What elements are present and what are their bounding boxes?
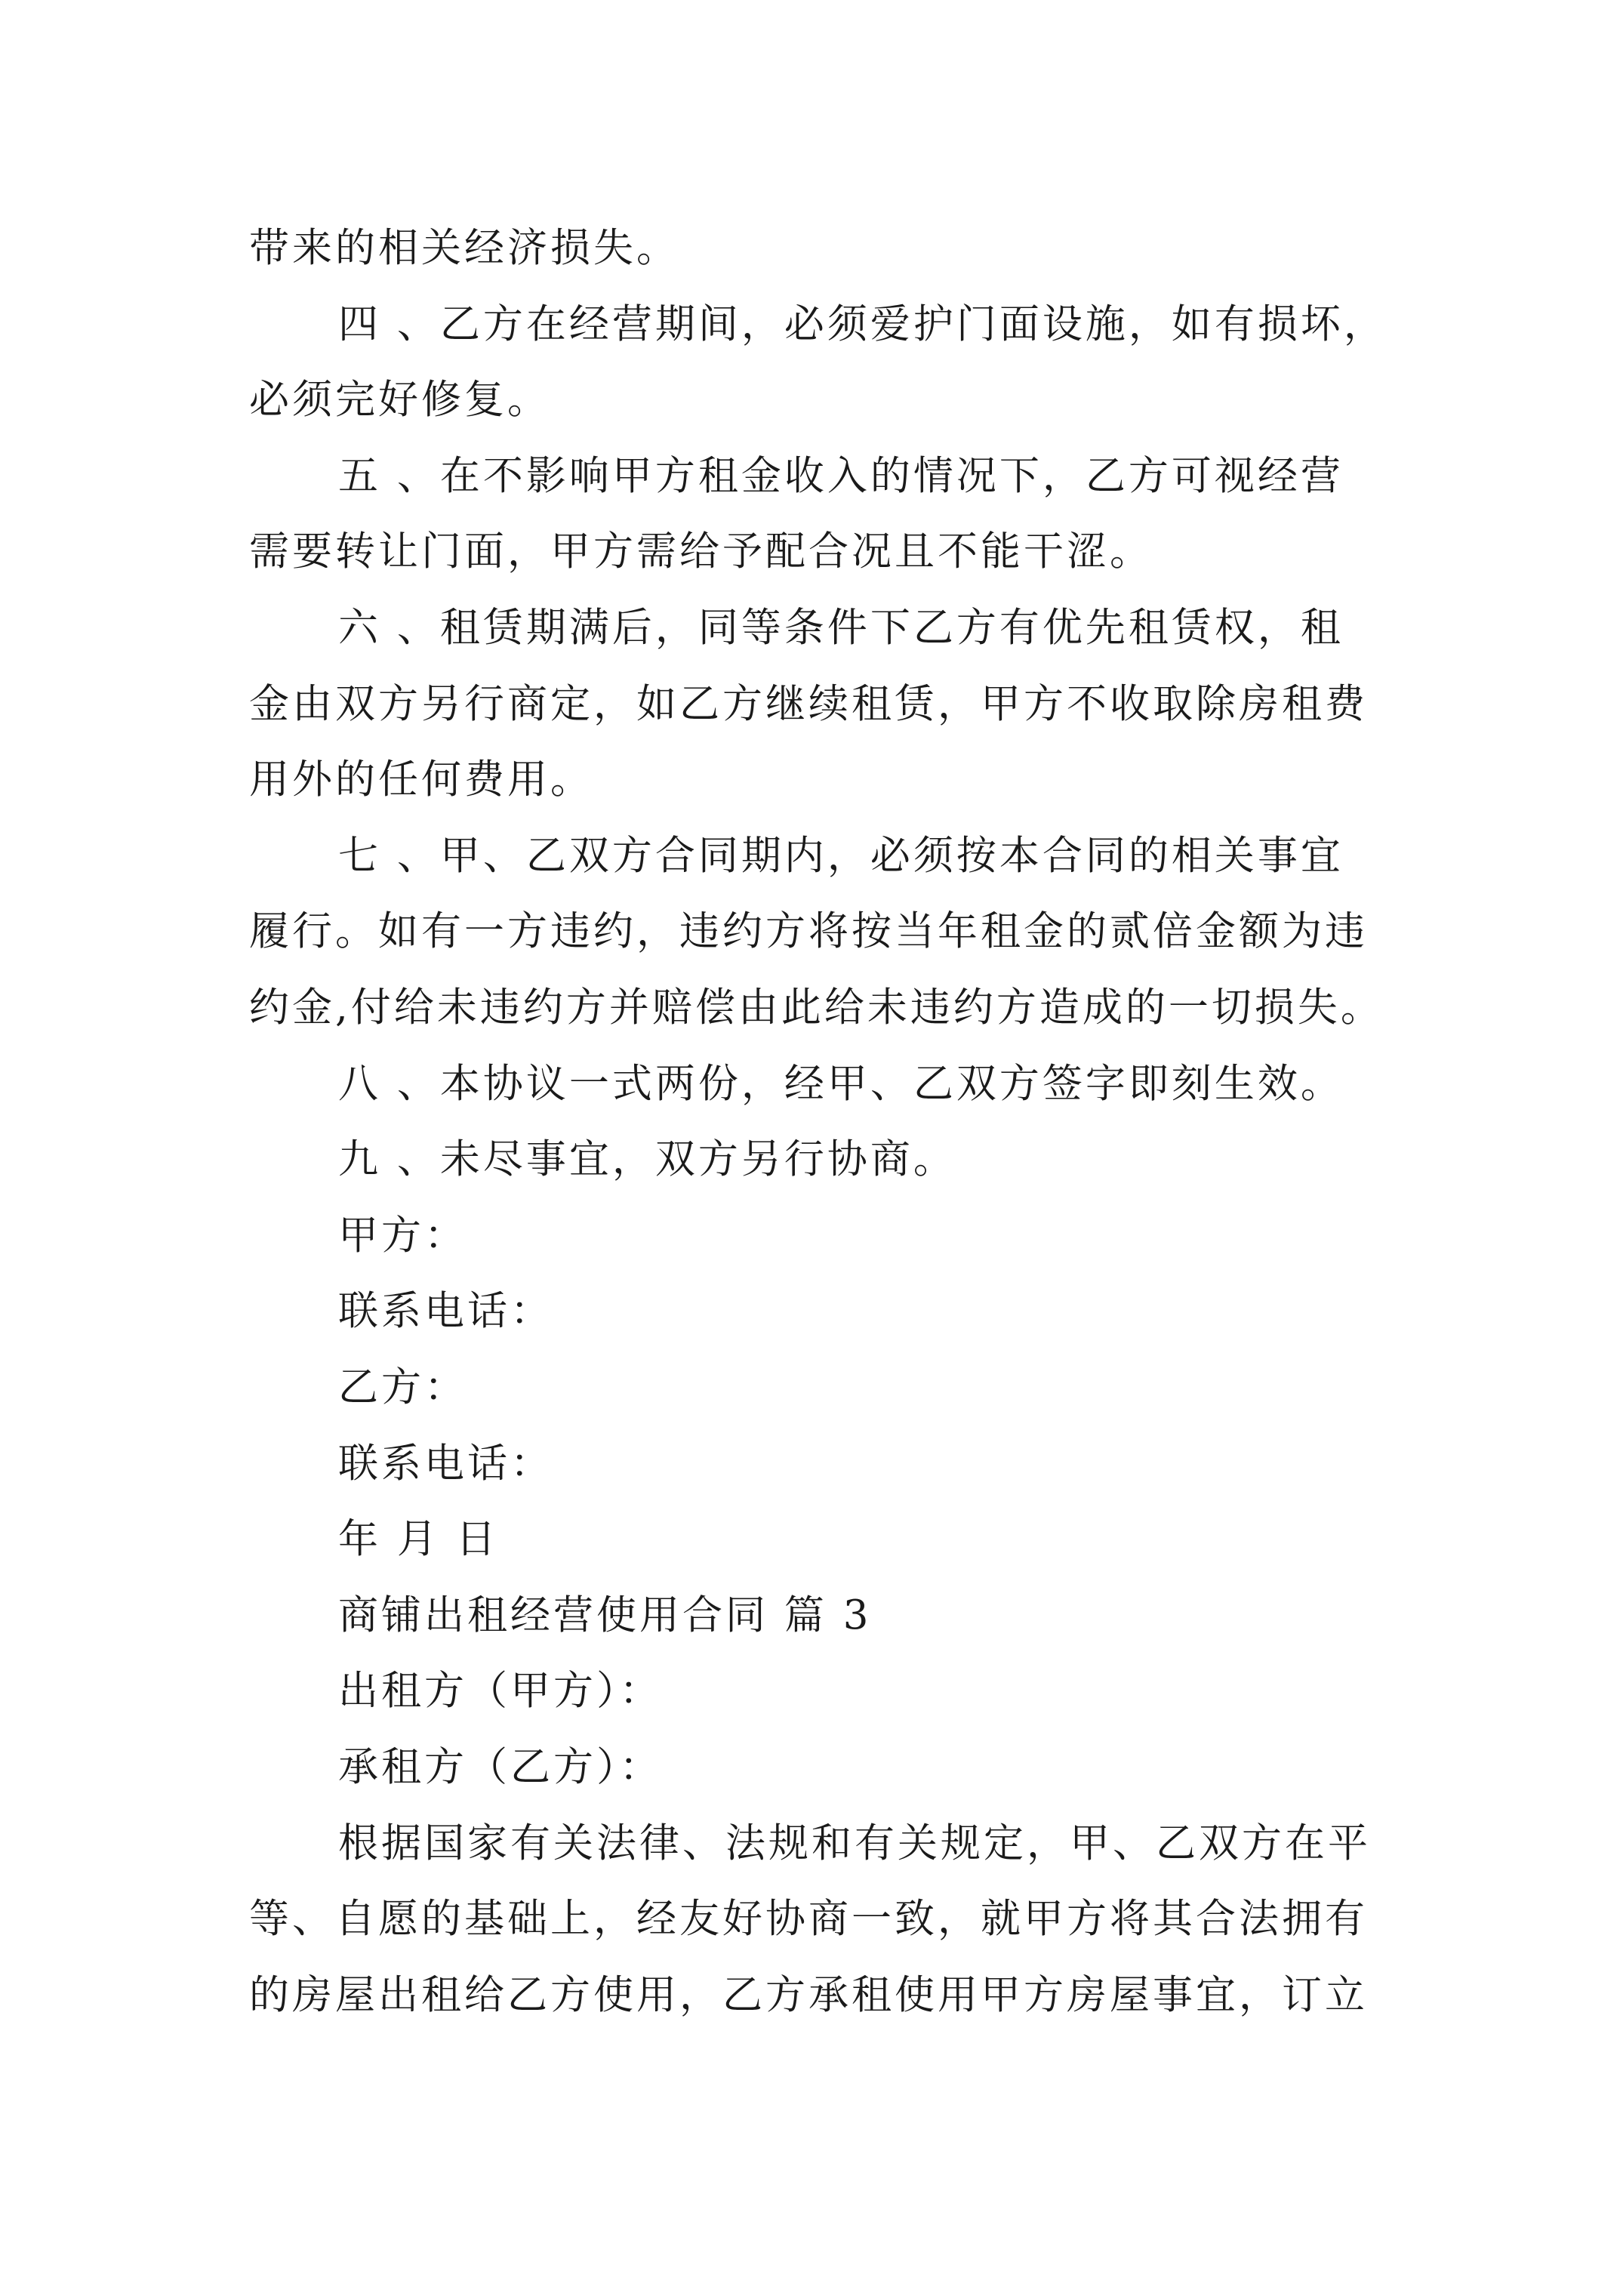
lessor-label: 出租方（甲方）： <box>338 1668 663 1714</box>
text-line: 带来的相关经济损失。 <box>249 225 679 271</box>
text-line: 的房屋出租给乙方使用，乙方承租使用甲方房屋事宜，订立 <box>249 1972 1368 2018</box>
clause-8: 八 、本协议一式两份，经甲、乙双方签字即刻生效。 <box>338 1061 1344 1107</box>
phone-label: 联系电话： <box>338 1441 553 1487</box>
party-a-label: 甲方： <box>338 1213 467 1259</box>
party-b-label: 乙方： <box>338 1364 467 1410</box>
section-title: 商铺出租经营使用合同 篇 3 <box>338 1592 872 1638</box>
text-line: 约金,付给未违约方并赔偿由此给未违约方造成的一切损失。 <box>249 985 1384 1031</box>
text-line: 等、自愿的基础上，经友好协商一致，就甲方将其合法拥有 <box>249 1896 1368 1942</box>
lessee-label: 承租方（乙方）： <box>338 1744 663 1790</box>
text-line: 用外的任何费用。 <box>249 757 593 803</box>
clause-4: 四 、乙方在经营期间，必须爱护门面设施，如有损坏， <box>338 301 1387 347</box>
paragraph-start: 根据国家有关法律、法规和有关规定，甲、乙双方在平 <box>338 1820 1371 1866</box>
text-line: 必须完好修复。 <box>249 377 550 423</box>
clause-7: 七 、甲、乙双方合同期内，必须按本合同的相关事宜 <box>338 833 1344 879</box>
text-line: 需要转让门面，甲方需给予配合况且不能干涩。 <box>249 529 1153 575</box>
clause-5: 五 、在不影响甲方租金收入的情况下，乙方可视经营 <box>338 453 1344 499</box>
clause-9: 九 、未尽事宜，双方另行协商。 <box>338 1136 956 1182</box>
text-line: 金由双方另行商定，如乙方继续租赁，甲方不收取除房租费 <box>249 681 1368 727</box>
text-line: 履行。如有一方违约，违约方将按当年租金的贰倍金额为违 <box>249 908 1368 954</box>
clause-6: 六 、租赁期满后，同等条件下乙方有优先租赁权，租 <box>338 605 1344 651</box>
phone-label: 联系电话： <box>338 1288 553 1334</box>
date-line: 年 月 日 <box>338 1516 499 1562</box>
